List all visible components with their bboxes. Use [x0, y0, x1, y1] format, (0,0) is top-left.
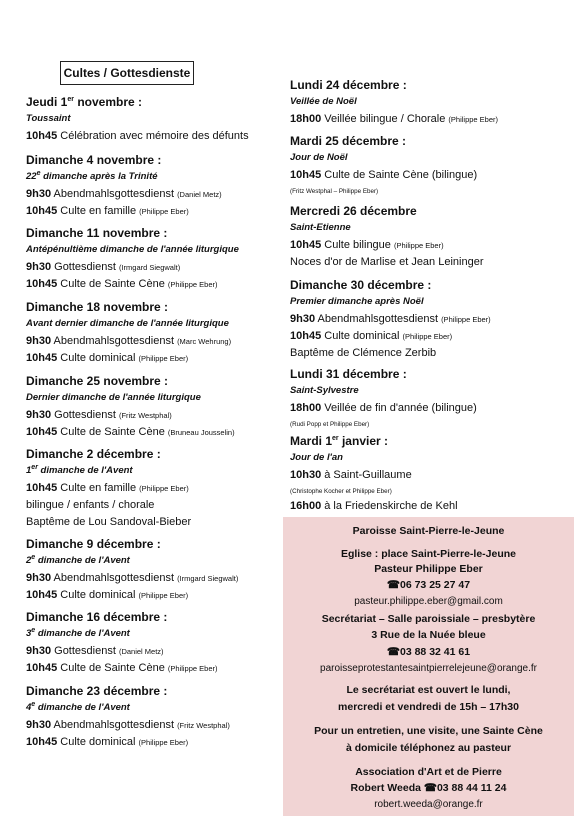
liturgical-day: [26, 170, 281, 183]
service-date-text: Mardi 1: [290, 434, 333, 448]
service-line: [290, 311, 575, 328]
service-date: [26, 684, 281, 699]
info-line: Robert Weeda ☎03 88 44 11 24: [350, 782, 507, 794]
service-date-text: Jeudi 1: [26, 95, 68, 109]
service-description: Culte de Sainte Cène: [57, 426, 168, 438]
service-description: à la Friedenskirche de Kehl: [321, 500, 458, 512]
service-line: [26, 497, 281, 514]
page-title: [60, 61, 194, 85]
service-date-text: Dimanche 23 décembre :: [26, 684, 168, 698]
service-line: [290, 498, 575, 515]
service-line: [290, 345, 575, 362]
service-description: Culte de Sainte Cène: [57, 662, 168, 674]
service-time: 10h45: [290, 169, 322, 181]
service-time: 10h45: [290, 330, 322, 342]
service-date: [26, 226, 281, 241]
liturgical-day-text: 22: [26, 171, 37, 182]
liturgical-ordinal-sup: e: [31, 553, 36, 561]
service-time: 16h00: [290, 500, 322, 512]
info-line: Pasteur Philippe Eber: [374, 563, 483, 575]
liturgical-day-text: Dernier dimanche de l'année liturgique: [26, 392, 201, 403]
officiant-note: (Philippe Eber): [402, 332, 453, 341]
service-description: Abendmahlsgottesdienst: [51, 335, 178, 347]
service-date-text: Dimanche 25 novembre :: [26, 374, 169, 388]
officiant-note: (Philippe Eber): [139, 484, 189, 493]
officiant-note: (Fritz Westphal – Philippe Eber): [290, 188, 379, 195]
service-time: 9h30: [26, 261, 52, 273]
service-entry: [290, 278, 575, 362]
officiant-note: (Philippe Eber): [167, 664, 218, 673]
date-ordinal-sup: er: [332, 435, 339, 442]
service-line: [290, 328, 575, 345]
service-description: bilingue / enfants / chorale: [26, 499, 155, 511]
liturgical-day-text: Saint-Sylvestre: [290, 385, 359, 396]
info-line: paroisseprotestantesaintpierrelejeune@orange.fr: [320, 663, 537, 674]
service-date-text: Dimanche 18 novembre :: [26, 300, 169, 314]
service-entry: [26, 300, 281, 367]
service-description: Veillée bilingue / Chorale: [321, 113, 449, 125]
service-time: 10h45: [26, 736, 58, 748]
service-date: [290, 204, 575, 219]
service-time: 10h45: [290, 239, 322, 251]
officiant-note: (Daniel Metz): [177, 190, 222, 199]
liturgical-day-text: Jour de l'an: [290, 452, 343, 463]
service-time: 9h30: [26, 335, 52, 347]
service-description: Gottesdienst: [51, 645, 119, 657]
info-line: Le secrétariat est ouvert le lundi,: [346, 684, 511, 696]
liturgical-day-text: 4: [26, 702, 32, 713]
officiant-note: (Philippe Eber): [138, 591, 189, 600]
liturgical-day-text: 1: [26, 465, 32, 476]
service-time: 9h30: [26, 188, 52, 200]
service-date: [290, 278, 575, 293]
service-date: [26, 537, 281, 552]
info-line: 3 Rue de la Nuée bleue: [371, 629, 486, 641]
service-description: Culte dominical: [321, 330, 403, 342]
info-line: Paroisse Saint-Pierre-le-Jeune: [352, 525, 505, 537]
service-entry: [290, 204, 575, 271]
info-line: pasteur.philippe.eber@gmail.com: [354, 596, 503, 607]
service-description: Culte bilingue: [321, 239, 394, 251]
service-time: 18h00: [290, 402, 322, 414]
officiant-note: (Philippe Eber): [138, 738, 189, 747]
liturgical-day-text: Jour de Noël: [290, 152, 348, 163]
service-entry: [26, 153, 281, 220]
service-date-text: Mardi 25 décembre :: [290, 134, 407, 148]
liturgical-day-text: 3: [26, 628, 32, 639]
liturgical-day: [290, 221, 575, 234]
service-line: [26, 203, 281, 220]
liturgical-ordinal-sup: e: [31, 700, 36, 708]
service-date-text: Dimanche 30 décembre :: [290, 278, 432, 292]
service-entry: [26, 374, 281, 441]
service-date: [26, 610, 281, 625]
service-description: à Saint-Guillaume: [321, 469, 412, 481]
service-description: Célébration avec mémoire des défunts: [57, 130, 249, 142]
liturgical-day: [26, 464, 281, 477]
service-description: Gottesdienst: [51, 261, 119, 273]
officiant-note: (Philippe Eber): [167, 280, 218, 289]
service-time: 10h45: [26, 662, 58, 674]
service-entry: [290, 78, 575, 128]
service-line: [26, 407, 281, 424]
liturgical-ordinal-sup: e: [31, 626, 36, 634]
liturgical-day-text: Saint-Etienne: [290, 222, 351, 233]
service-description: Abendmahlsgottesdienst: [51, 572, 178, 584]
liturgical-day: [290, 151, 575, 164]
service-description: Veillée de fin d'année (bilingue): [321, 402, 477, 414]
liturgical-day: [26, 701, 281, 714]
service-date-text: Dimanche 11 novembre :: [26, 226, 168, 240]
service-date-text: Dimanche 9 décembre :: [26, 537, 161, 551]
officiant-note: (Christophe Kocher et Philippe Eber): [290, 488, 392, 495]
service-line: [290, 484, 575, 498]
service-line: [26, 570, 281, 587]
date-ordinal-sup: er: [67, 96, 74, 103]
liturgical-day-text: 2: [26, 555, 32, 566]
officiant-note: (Fritz Westphal): [118, 411, 172, 420]
officiant-note: (Philippe Eber): [138, 354, 189, 363]
info-line: ☎03 88 32 41 61: [386, 646, 471, 658]
service-description: Abendmahlsgottesdienst: [51, 188, 178, 200]
service-line: [290, 184, 575, 198]
service-description: Gottesdienst: [51, 409, 119, 421]
service-description: Culte dominical: [57, 589, 139, 601]
service-description: Abendmahlsgottesdienst: [315, 313, 442, 325]
service-line: [26, 424, 281, 441]
service-date: [26, 95, 281, 110]
liturgical-day: [26, 391, 281, 404]
info-line: Association d'Art et de Pierre: [355, 766, 502, 778]
service-line: [26, 717, 281, 734]
info-line: ☎06 73 25 27 47: [386, 579, 471, 591]
liturgical-day: [26, 317, 281, 330]
liturgical-day: [290, 451, 575, 464]
liturgical-day: [26, 112, 281, 125]
liturgical-day-text: Toussaint: [26, 113, 71, 124]
service-description: Culte de Sainte Cène: [57, 278, 168, 290]
liturgical-day: [290, 384, 575, 397]
liturgical-day: [290, 95, 575, 108]
officiant-note: (Fritz Westphal): [177, 721, 230, 730]
service-description: Culte de Sainte Cène (bilingue): [321, 169, 478, 181]
service-description: Culte dominical: [57, 352, 139, 364]
service-time: 10h45: [26, 589, 58, 601]
officiant-note: (Irmgard Siegwalt): [118, 263, 181, 272]
service-time: 10h45: [26, 352, 58, 364]
liturgical-day-text: Avant dernier dimanche de l'année liturgique: [26, 318, 229, 329]
service-time: 9h30: [290, 313, 316, 325]
service-date: [290, 78, 575, 93]
liturgical-day-text-end: dimanche après la Trinité: [40, 171, 158, 182]
service-time: 10h45: [26, 205, 58, 217]
service-time: 10h45: [26, 482, 58, 494]
info-line: mercredi et vendredi de 15h – 17h30: [338, 701, 519, 713]
service-line: [26, 734, 281, 751]
service-date: [26, 153, 281, 168]
liturgical-day-text-end: dimanche de l'Avent: [37, 465, 133, 476]
liturgical-day: [290, 295, 575, 308]
service-date: [290, 367, 575, 382]
officiant-note: (Philippe Eber): [441, 315, 491, 324]
service-description: Culte en famille: [57, 205, 140, 217]
info-line: robert.weeda@orange.fr: [374, 799, 483, 810]
officiant-note: (Philippe Eber): [448, 115, 499, 124]
service-date-text: Lundi 31 décembre :: [290, 367, 407, 381]
liturgical-day: [26, 554, 281, 567]
liturgical-day-text-end: dimanche de l'Avent: [35, 628, 130, 639]
service-time: 9h30: [26, 719, 52, 731]
liturgical-day-text: Premier dimanche après Noël: [290, 296, 424, 307]
service-time: 18h00: [290, 113, 322, 125]
service-description: Abendmahlsgottesdienst: [51, 719, 178, 731]
service-line: [26, 333, 281, 350]
service-date-text-end: novembre :: [73, 95, 142, 109]
info-line: Secrétariat – Salle paroissiale – presbytère: [321, 613, 536, 625]
service-time: 9h30: [26, 409, 52, 421]
service-time: 10h45: [26, 426, 58, 438]
service-line: [26, 660, 281, 677]
service-entry: [26, 610, 281, 677]
service-date-text: Mercredi 26 décembre: [290, 204, 417, 218]
service-line: [26, 276, 281, 293]
service-line: [26, 643, 281, 660]
service-entry: [290, 134, 575, 198]
service-line: [26, 480, 281, 497]
service-line: [26, 186, 281, 203]
service-date: [26, 447, 281, 462]
service-description: Baptême de Clémence Zerbib: [290, 347, 437, 359]
info-line: à domicile téléphonez au pasteur: [345, 742, 512, 754]
liturgical-ordinal-sup: e: [36, 169, 41, 177]
service-entry: [26, 226, 281, 293]
service-line: [290, 417, 575, 431]
service-time: 9h30: [26, 645, 52, 657]
liturgical-day: [26, 243, 281, 256]
service-time: 10h45: [26, 278, 58, 290]
service-line: [290, 254, 575, 271]
service-line: [290, 400, 575, 417]
liturgical-day: [26, 627, 281, 640]
service-description: Culte en famille: [57, 482, 140, 494]
liturgical-ordinal-sup: er: [31, 463, 38, 471]
service-description: Culte dominical: [57, 736, 139, 748]
service-date: [26, 374, 281, 389]
officiant-note: (Philippe Eber): [139, 207, 189, 216]
page-title-text: Cultes / Gottesdienste: [63, 66, 191, 80]
service-time: 9h30: [26, 572, 52, 584]
service-line: [26, 128, 281, 145]
service-time: 10h30: [290, 469, 322, 481]
service-entry: [26, 537, 281, 604]
service-date-text: Dimanche 4 novembre :: [26, 153, 162, 167]
service-entry: [26, 684, 281, 751]
service-date: [290, 134, 575, 149]
service-date: [290, 434, 575, 449]
service-entry: [290, 434, 575, 515]
service-line: [26, 350, 281, 367]
service-entry: [290, 367, 575, 431]
service-line: [290, 237, 575, 254]
info-line: Eglise : place Saint-Pierre-le-Jeune: [340, 548, 517, 560]
service-date-text: Lundi 24 décembre :: [290, 78, 407, 92]
service-entry: [26, 95, 281, 145]
officiant-note: (Bruneau Jousselin): [167, 428, 235, 437]
officiant-note: (Rudi Popp et Philippe Eber): [290, 421, 370, 428]
info-line: Pour un entretien, une visite, une Sainte Cène: [314, 725, 543, 737]
service-line: [290, 467, 575, 484]
service-line: [290, 111, 575, 128]
parish-info-box: [283, 517, 574, 816]
service-line: [290, 167, 575, 184]
liturgical-day-text-end: dimanche de l'Avent: [35, 702, 130, 713]
officiant-note: (Marc Wehrung): [177, 337, 232, 346]
service-line: [26, 259, 281, 276]
service-entry: [26, 447, 281, 531]
service-date: [26, 300, 281, 315]
officiant-note: (Philippe Eber): [393, 241, 444, 250]
service-line: [26, 587, 281, 604]
liturgical-day-text-end: dimanche de l'Avent: [35, 555, 130, 566]
service-date-text-end: janvier :: [338, 434, 388, 448]
service-date-text: Dimanche 16 décembre :: [26, 610, 168, 624]
service-time: 10h45: [26, 130, 58, 142]
liturgical-day-text: Veillée de Noël: [290, 96, 357, 107]
service-line: [26, 514, 281, 531]
officiant-note: (Daniel Metz): [118, 647, 164, 656]
liturgical-day-text: Antépénultième dimanche de l'année liturgique: [26, 244, 239, 255]
service-date-text: Dimanche 2 décembre :: [26, 447, 161, 461]
service-description: Noces d'or de Marlise et Jean Leininger: [290, 256, 484, 268]
officiant-note: (Irmgard Siegwalt): [177, 574, 239, 583]
service-description: Baptême de Lou Sandoval-Bieber: [26, 516, 192, 528]
